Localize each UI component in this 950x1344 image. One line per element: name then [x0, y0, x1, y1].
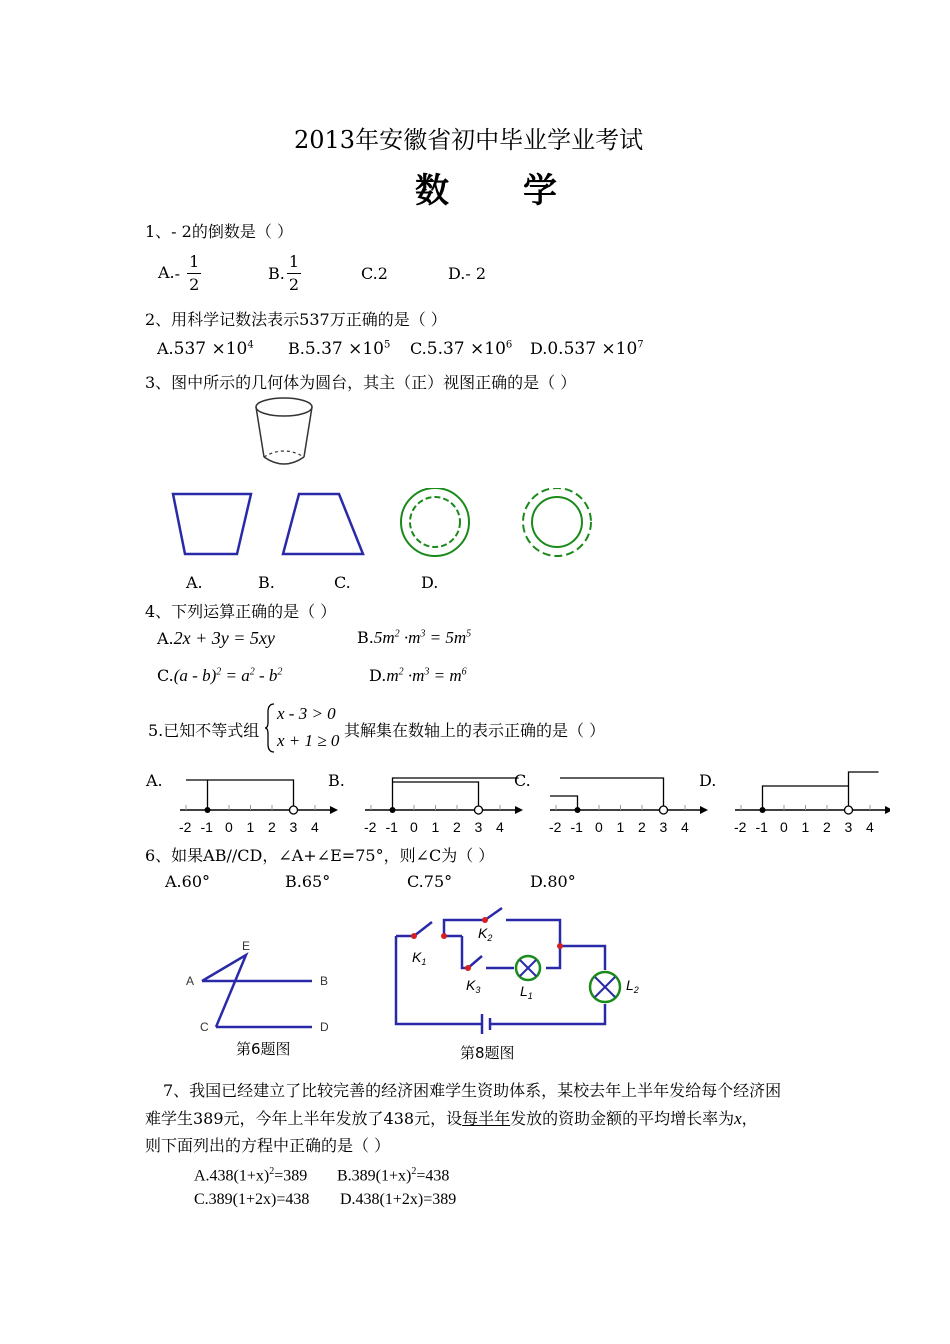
tick-label: 0	[780, 819, 788, 835]
open-point-3	[660, 806, 668, 814]
q4-option-c	[157, 666, 282, 686]
q4-c-term3: - b	[254, 666, 278, 685]
q7-variable-x: x	[734, 1109, 742, 1128]
q7-line-2-c: ，	[741, 1109, 758, 1128]
point-minus-1	[390, 807, 396, 813]
q1-option-c: C.2	[361, 264, 388, 283]
q2-a-base: 537 ×10	[173, 339, 248, 359]
q4-c-term1: (a - b)	[173, 666, 217, 685]
q4-b-exp1: 2	[394, 628, 400, 640]
figure-6-caption: 第6题图	[236, 1040, 291, 1058]
tick-label: 3	[844, 819, 853, 835]
q2-a-exp: 4	[247, 339, 254, 351]
tick-label: -1	[755, 819, 768, 835]
exam-title: 2013年安徽省初中毕业学业考试	[294, 126, 644, 154]
label-k3: $K_3$	[466, 977, 481, 995]
q6-option-c: C.75°	[407, 872, 453, 891]
q3-label-b: B.	[258, 573, 275, 592]
q6-option-b: B.65°	[285, 872, 331, 891]
q7-a-term2: =389	[274, 1167, 308, 1185]
lamp-l1	[516, 956, 540, 980]
q4-b-exp2: 3	[420, 628, 426, 640]
label-k2: $K_2$	[478, 925, 493, 943]
q7-line-2-a: 难学生389元，今年上半年发放了438元，设	[145, 1109, 463, 1128]
q3-stem: 3、图中所示的几何体为圆台，其主（正）视图正确的是（ ）	[145, 373, 577, 392]
tick-label: 3	[659, 819, 668, 835]
q4-stem: 4、下列运算正确的是（ ）	[145, 602, 337, 621]
q3-label-a: A.	[186, 573, 203, 592]
q1-option-b	[268, 251, 301, 296]
lamp-l2	[590, 972, 620, 1002]
q5-brace	[264, 702, 276, 754]
q7-b-term2: =438	[416, 1167, 450, 1185]
tick-label: 3	[474, 819, 483, 835]
tick-label: 2	[823, 819, 831, 835]
tick-label: -2	[734, 819, 747, 835]
tick-label: 3	[289, 819, 298, 835]
label-l2: $L_2$	[626, 977, 639, 995]
q3-option-d-shape	[523, 488, 591, 556]
tick-label: 0	[410, 819, 418, 835]
tick-label: 1	[431, 819, 440, 835]
q1-b-numerator: 1	[287, 251, 301, 274]
q5-inequality-1: x - 3 > 0	[277, 704, 336, 723]
q4-option-b	[357, 628, 471, 648]
q2-c-exp: 6	[505, 339, 513, 351]
q4-c-exp2: 2	[249, 666, 255, 678]
q4-option-a	[157, 628, 275, 649]
tick-label: -1	[200, 819, 213, 835]
q7-b-term1: B.389(1+x)	[337, 1167, 412, 1185]
q5-inequality-2: x + 1 ≥ 0	[277, 731, 340, 750]
fig6-label-c: C	[200, 1020, 209, 1034]
q4-b-prefix: B.	[357, 628, 374, 647]
tick-label: 4	[496, 819, 504, 835]
q7-b-exp: 2	[411, 1166, 417, 1177]
q4-option-d	[369, 666, 467, 686]
tick-label: 1	[246, 819, 255, 835]
q5-number-lines	[170, 770, 890, 840]
q4-b-term2: ·m	[399, 628, 421, 647]
q4-a-prefix: A.	[157, 629, 174, 648]
q2-a-prefix: A.	[157, 339, 174, 358]
q4-d-exp2: 3	[424, 666, 430, 678]
q7-line-2-b: 发放的资助金额的平均增长率为	[510, 1109, 735, 1128]
tick-label: 0	[225, 819, 233, 835]
q3-view-options	[165, 488, 605, 563]
q2-c-prefix: C.	[410, 339, 427, 358]
q3-option-a-shape	[173, 494, 251, 554]
tick-label: -2	[549, 819, 562, 835]
q4-c-exp3: 2	[277, 666, 283, 678]
q2-option-d	[530, 339, 644, 359]
q6-option-a: A.60°	[165, 872, 210, 891]
q7-line-1: 7、我国已经建立了比较完善的经济困难学生资助体系，某校去年上半年发给每个经济困	[163, 1081, 782, 1100]
q4-c-term2: = a	[221, 666, 250, 685]
q4-d-term3: = m	[429, 666, 462, 685]
q5-label-d: D.	[699, 771, 717, 790]
q2-b-prefix: B.	[288, 339, 305, 358]
q4-d-exp3: 6	[461, 666, 467, 678]
q5-label-b: B.	[328, 771, 345, 790]
q7-line-3: 则下面列出的方程中正确的是（ ）	[145, 1136, 391, 1155]
q7-option-d: D.438(1+2x)=389	[340, 1191, 457, 1208]
q7-a-exp: 2	[269, 1166, 275, 1177]
q3-option-b-shape	[283, 494, 363, 554]
q4-a-expr: 2x + 3y = 5xy	[173, 628, 275, 648]
figure-6	[180, 935, 350, 1040]
q3-label-c: C.	[334, 573, 351, 592]
q7-a-term1: A.438(1+x)	[194, 1167, 270, 1185]
tick-label: -1	[570, 819, 583, 835]
open-point-3	[290, 806, 298, 814]
open-point-3	[845, 806, 853, 814]
q4-b-exp3: 5	[466, 628, 472, 640]
q5-label-c: C.	[514, 771, 531, 790]
q5-stem-suffix: 其解集在数轴上的表示正确的是（ ）	[344, 721, 606, 740]
q1-option-a-prefix: A.	[158, 263, 175, 282]
q4-d-prefix: D.	[369, 666, 387, 685]
q4-c-exp1: 2	[216, 666, 222, 678]
tick-label: 2	[453, 819, 461, 835]
q4-c-prefix: C.	[157, 666, 174, 685]
q4-b-term3: = 5m	[425, 628, 467, 647]
q7-line-2-underlined: 每半年	[462, 1109, 511, 1128]
q6-stem: 6、如果AB//CD，∠A+∠E=75°，则∠C为（ ）	[145, 846, 495, 865]
q2-d-exp: 7	[637, 339, 644, 351]
point-minus-1	[205, 807, 211, 813]
q1-a-denominator: 2	[189, 275, 200, 294]
q5-stem-prefix: 5.已知不等式组	[148, 721, 260, 740]
open-point-3	[475, 806, 483, 814]
q2-option-c	[410, 339, 512, 359]
fig6-label-d: D	[320, 1020, 329, 1034]
figure-8-caption: 第8题图	[460, 1044, 515, 1062]
tick-label: -2	[364, 819, 377, 835]
tick-label: 1	[616, 819, 625, 835]
q2-option-b	[288, 339, 390, 359]
tick-label: 4	[681, 819, 689, 835]
q1-stem: 1、- 2的倒数是（ ）	[145, 222, 293, 241]
tick-label: 2	[638, 819, 646, 835]
fig6-label-b: B	[320, 974, 329, 988]
q5-label-a: A.	[146, 771, 163, 790]
label-k1: $K_1$	[412, 949, 427, 967]
figure-8-circuit	[390, 900, 650, 1040]
q1-a-numerator: 1	[187, 251, 201, 274]
tick-label: -1	[385, 819, 398, 835]
q2-c-base: 5.37 ×10	[426, 339, 506, 359]
fig6-label-a: A	[186, 974, 195, 988]
q7-option-a	[194, 1166, 307, 1185]
q4-d-term1: m	[386, 666, 399, 685]
tick-label: 4	[311, 819, 319, 835]
q7-option-c: C.389(1+2x)=438	[194, 1191, 310, 1208]
tick-label: -2	[179, 819, 192, 835]
q2-stem: 2、用科学记数法表示537万正确的是（ ）	[145, 310, 447, 329]
q7-option-b	[337, 1166, 449, 1185]
q3-option-c-shape	[401, 488, 469, 556]
tick-label: 2	[268, 819, 276, 835]
q1-b-denominator: 2	[288, 275, 300, 294]
q2-b-exp: 5	[383, 339, 391, 351]
point-minus-1	[760, 807, 766, 813]
q1-option-d: D.- 2	[448, 264, 487, 283]
subject-title: 数 学	[415, 171, 559, 211]
q4-d-term2: ·m	[403, 666, 425, 685]
q1-option-b-prefix: B.	[268, 264, 285, 283]
q7-line-2	[145, 1106, 758, 1129]
tick-label: 0	[595, 819, 603, 835]
frustum-cup-figure	[250, 395, 320, 475]
point-minus-1	[575, 807, 581, 813]
fig6-label-e: E	[242, 939, 251, 953]
tick-label: 1	[801, 819, 810, 835]
q1-option-a	[158, 251, 201, 296]
q4-b-term1: 5m	[373, 628, 395, 647]
q2-option-a	[157, 339, 254, 359]
q6-option-d: D.80°	[530, 872, 576, 891]
q4-d-exp1: 2	[398, 666, 404, 678]
q3-label-d: D.	[421, 573, 439, 592]
tick-label: 4	[866, 819, 874, 835]
label-l1: $L_1$	[520, 983, 533, 1001]
q1-option-a-sign: -	[174, 264, 181, 283]
q2-b-base: 5.37 ×10	[304, 339, 384, 359]
q2-d-base: 0.537 ×10	[547, 339, 638, 359]
q2-d-prefix: D.	[530, 339, 548, 358]
